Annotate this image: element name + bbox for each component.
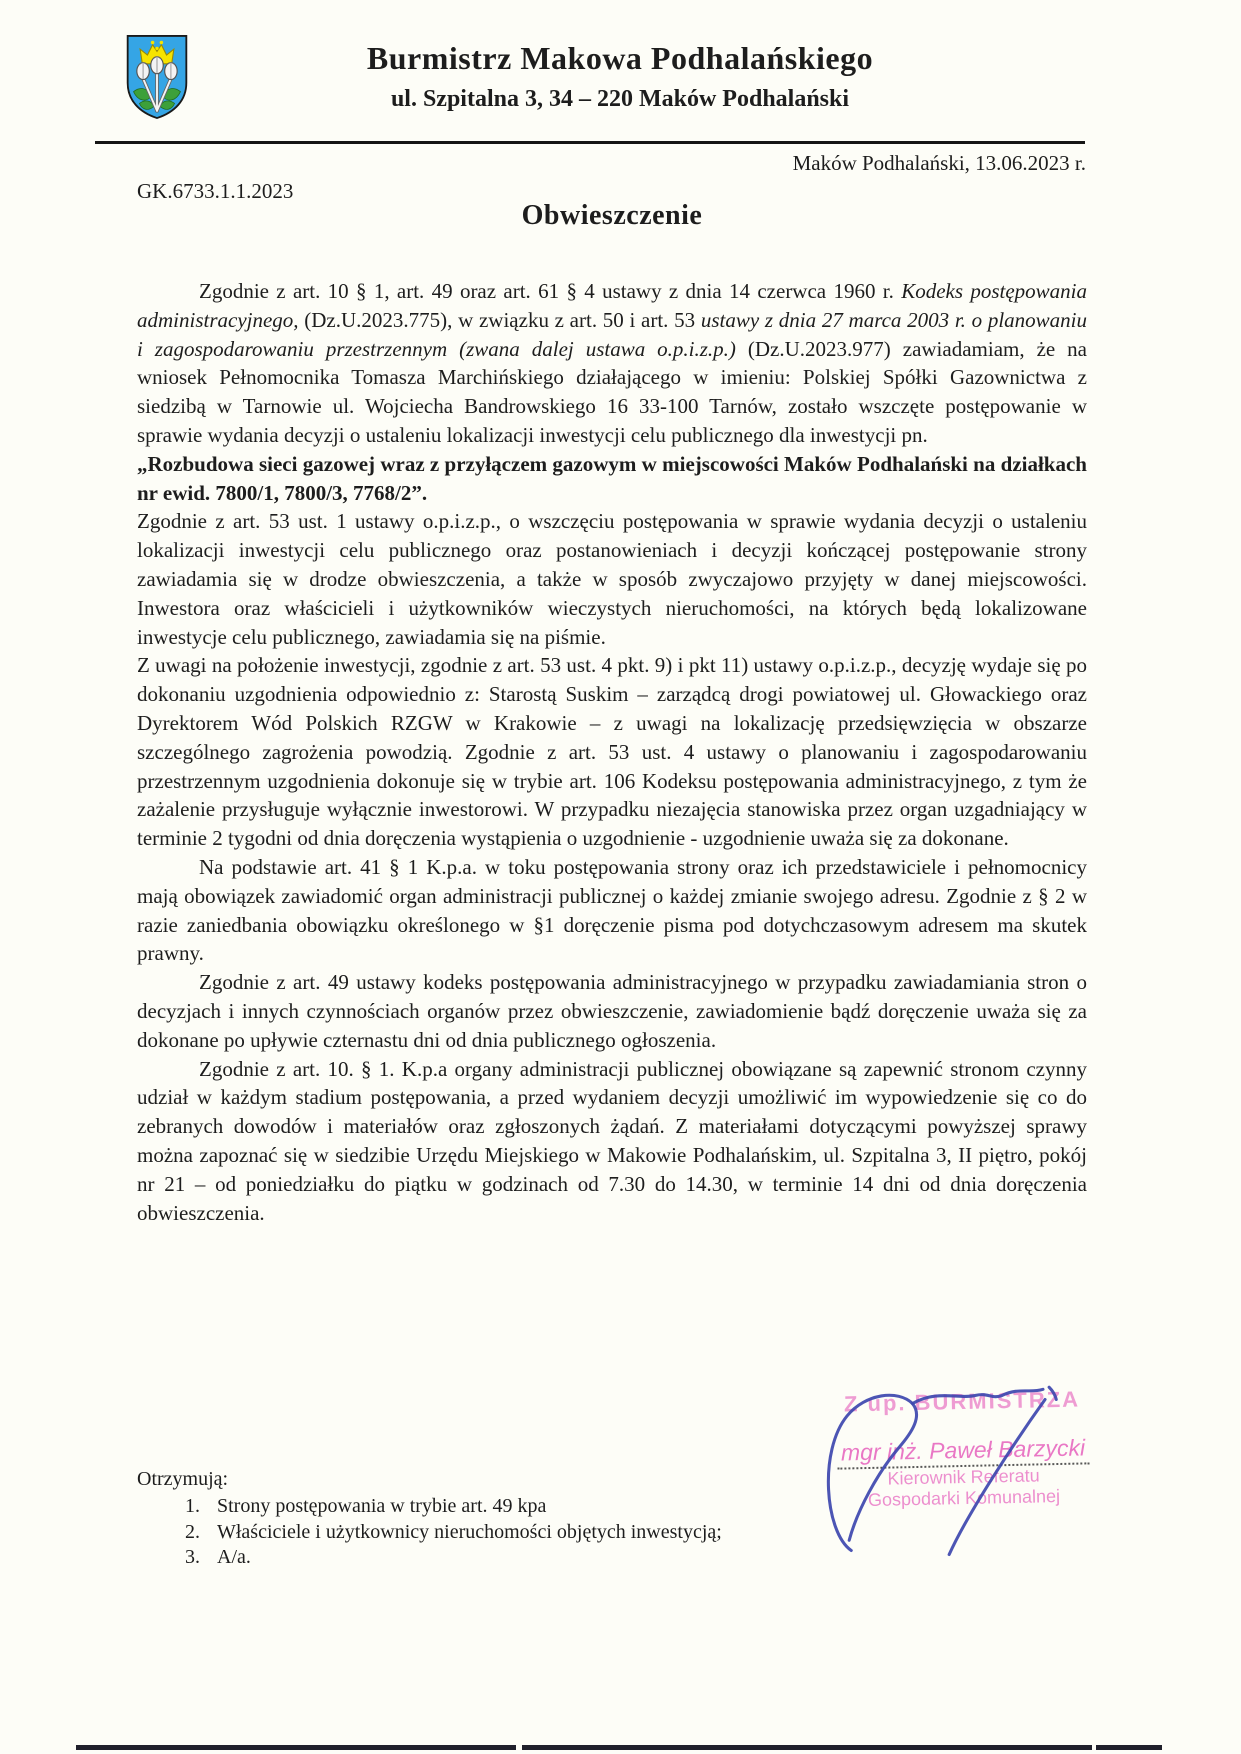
handwritten-signature <box>788 1378 1094 1574</box>
paragraph-segment: Zgodnie z art. 49 ustawy kodeks postępowania administracyjnego w przypadku zawiadamiania stron o decyzjach i innych czynnościach organów przez obwieszczenie, zawiadomienie bądź doręczenie uważa się za dokonane po upływie czternastu dni od dnia publicznego ogłoszenia. <box>137 970 1087 1052</box>
distribution-item: 1. Strony postępowania w trybie art. 49 kpa <box>205 1494 722 1520</box>
scan-artifact-bottom-edge <box>0 1745 1241 1750</box>
stamp-signer-role-line1: Kierownik Referatu <box>887 1465 1040 1489</box>
stamp-signer-role-line2: Gospodarki Komunalnej <box>867 1485 1061 1510</box>
body-paragraph <box>137 853 1087 968</box>
body-paragraph <box>137 277 1087 450</box>
place-and-date: Maków Podhalański, 13.06.2023 r. <box>792 151 1086 175</box>
body-paragraph <box>137 450 1087 508</box>
body-paragraph <box>137 651 1087 853</box>
letterhead-divider <box>95 141 1085 144</box>
paragraph-segment: (Dz.U.2023.775), w związku z art. 50 i art. 53 <box>298 307 701 332</box>
paragraph-segment: ustawy z dnia 27 marca 2003 r. o planowaniu i zagospodarowaniu przestrzennym (zwana dalej ustawa o.p.i.z.p.) <box>137 307 1088 361</box>
distribution-item: 3. A/a. <box>205 1545 722 1571</box>
paragraph-segment: Kodeks postępowania administracyjnego, <box>137 279 1088 332</box>
body-paragraph <box>137 968 1087 1054</box>
paragraph-segment: „Rozbudowa sieci gazowej wraz z przyłączem gazowym w miejscowości Maków Podhalański na działkach nr ewid. 7800/1, 7800/3, 7768/2”. <box>137 451 1087 505</box>
letterhead <box>160 40 1080 113</box>
scan-edge-segment <box>1096 1745 1162 1750</box>
distribution-item: 2. Właściciele i użytkownicy nieruchomości objętych inwestycją; <box>205 1520 722 1546</box>
distribution-list <box>137 1494 722 1571</box>
body-paragraph <box>137 507 1087 651</box>
stamp-authorization-line: Z up. BURMISTRZA <box>843 1386 1081 1417</box>
scan-edge-segment <box>522 1745 1092 1750</box>
scan-edge-segment <box>76 1745 516 1750</box>
paragraph-segment: Zgodnie z art. 10. § 1. K.p.a organy administracji publicznej obowiązane są zapewnić stronom czynny udział w każdym stadium postępowania, a przed wydaniem decyzji umożliwić im wypowiedzenie się co do zebranych dowodów i materiałów oraz zgłoszonych żądań. Z materiałami dotyczącymi powyższej sprawy można zapoznać się w siedzibie Urzędu Miejskiego w Makowie Podhalańskim, ul. Szpitalna 3, II piętro, pokój nr 21 – od poniedziałku do piątku w godzinach od 7.30 do 14.30, w terminie 14 dni od dnia doręczenia obwieszczenia. <box>137 1056 1087 1225</box>
paragraph-segment: Z uwagi na położenie inwestycji, zgodnie z art. 53 ust. 4 pkt. 9) i pkt 11) ustawy o.p.i.z.p., decyzję wydaje się po dokonaniu uzgodnienia odpowiednio z: Starostą Suskim – zarządcą drogi powiatowej ul. Głowackiego oraz Dyrektorem Wód Polskich RZGW w Krakowie – z uwagi na lokalizację przedsięwzięcia w obszarze szczególnego zagrożenia powodzią. Zgodnie z art. 53 ust. 4 ustawy o planowaniu i zagospodarowaniu przestrzennym uzgodnienia dokonuje się w trybie art. 106 Kodeksu postępowania administracyjnego, z tym że zażalenie przysługuje wyłącznie inwestorowi. W przypadku niezajęcia stanowiska przez organ uzgadniający w terminie 2 tygodni od dnia doręczenia wystąpienia o uzgodnienie - uzgodnienie uważa się za dokonane. <box>137 653 1087 851</box>
paragraph-segment: Na podstawie art. 41 § 1 K.p.a. w toku postępowania strony oraz ich przedstawiciele i pełnomocnicy mają obowiązek zawiadomić organ administracji publicznej o każdej zmianie swojego adresu. Zgodnie z § 2 w razie zaniedbania obowiązku określonego w §1 doręczenie pisma pod dotychczasowym adresem ma skutek prawny. <box>137 854 1087 966</box>
body-paragraph <box>137 1055 1087 1228</box>
document-body <box>137 277 1087 1227</box>
paragraph-segment: Zgodnie z art. 53 ust. 1 ustawy o.p.i.z.p., o wszczęciu postępowania w sprawie wydania decyzji o ustaleniu lokalizacji inwestycji celu publicznego oraz postanowieniach i decyzji kończącej postępowanie strony zawiadamia się w drodze obwieszczenia, a także w sposób zwyczajowo przyjęty w danej miejscowości. Inwestora oraz właścicieli i użytkowników wieczystych nieruchomości, na których będą lokalizowane inwestycje celu publicznego, zawiadamia się na piśmie. <box>137 509 1087 649</box>
issuer-address: ul. Szpitalna 3, 34 – 220 Maków Podhalański <box>390 86 850 112</box>
distribution-label: Otrzymują: <box>137 1468 229 1490</box>
reference-number: GK.6733.1.1.2023 <box>137 179 294 203</box>
stamp-signer-name: mgr inż. Paweł Barzycki <box>840 1434 1086 1466</box>
paragraph-segment: (Dz.U.2023.977) zawiadamiam, że na wniosek Pełnomocnika Tomasza Marchińskiego działającego w imieniu: Polskiej Spółki Gazownictwa z siedzibą w Tarnowie ul. Wojciecha Bandrowskiego 16 33-100 Tarnów, zostało wszczęte postępowanie w sprawie wydania decyzji o ustaleniu lokalizacji inwestycji celu publicznego dla inwestycji pn. <box>137 336 1087 447</box>
document-title: Obwieszczenie <box>521 200 703 231</box>
distribution-section <box>137 1468 722 1571</box>
paragraph-segment: Zgodnie z art. 10 § 1, art. 49 oraz art. 61 § 4 ustawy z dnia 14 czerwca 1960 r. <box>199 279 902 303</box>
issuer-title: Burmistrz Makowa Podhalańskiego <box>366 40 874 76</box>
